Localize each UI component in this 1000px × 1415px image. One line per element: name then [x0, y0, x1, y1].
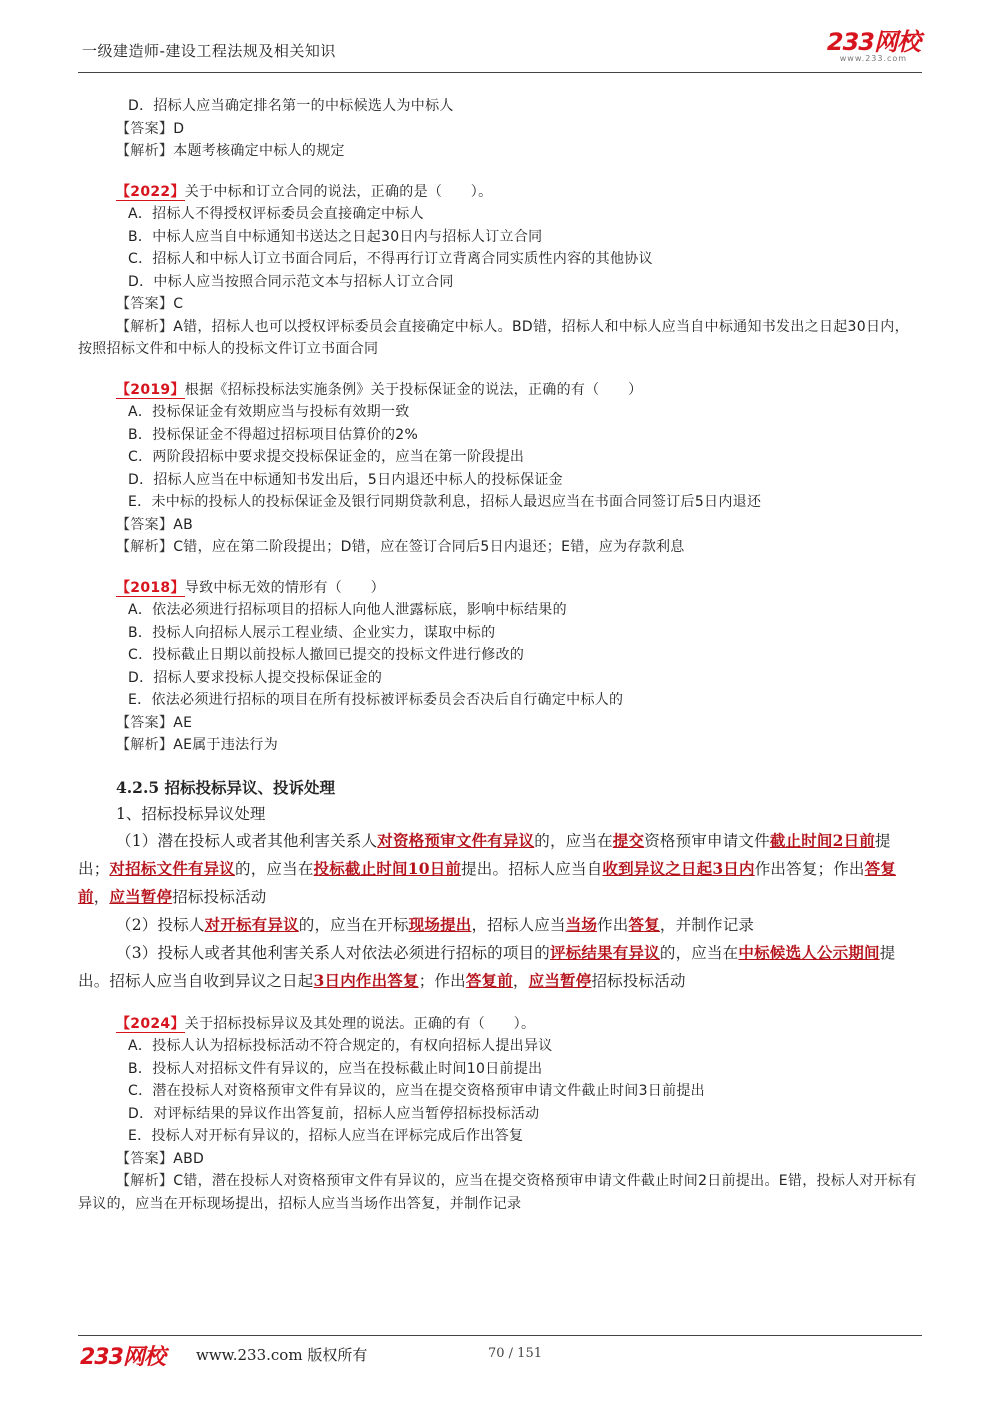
option: B．投标人对招标文件有异议的，应当在投标截止时间10日前提出 [128, 1060, 543, 1077]
paragraph-2: （2）投标人对开标有异议的，应当在开标现场提出，招标人应当当场作出答复，并制作记录 [116, 914, 755, 934]
brand-logo [827, 30, 920, 64]
option: C．潜在投标人对资格预审文件有异议的，应当在提交资格预审申请文件截止时间3日前提出 [128, 1083, 705, 1099]
analysis-label: 【解析】 [116, 737, 174, 753]
question-stem: 根据《招标投标法实施条例》关于投标保证金的说法，正确的有（ ） [184, 381, 643, 398]
option: D．对评标结果的异议作出答复前，招标人应当暂停招标投标活动 [128, 1105, 540, 1122]
question-2024 [78, 1013, 922, 1216]
year-tag: 【2019】 [116, 381, 185, 398]
question-stem: 导致中标无效的情形有（ ） [184, 579, 385, 596]
page-content [78, 95, 922, 1233]
page-number: 70 / 151 [488, 1346, 542, 1361]
answer-label: 【答案】 [116, 296, 174, 312]
option: D．招标人要求投标人提交投标保证金的 [128, 669, 383, 686]
analysis-text: C错，潜在投标人对资格预审文件有异议的，应当在提交资格预审申请文件截止时间2日前提出。E错，投标人对开标有异议的，应当在开标现场提出，招标人应当当场作出答复，并制作记录 [78, 1173, 917, 1212]
option: D．招标人应当确定排名第一的中标候选人为中标人 [128, 98, 454, 114]
highlight: 中标候选人公示期间 [738, 942, 880, 962]
highlight: 对招标文件有异议 [109, 858, 236, 878]
document-title: 一级建造师-建设工程法规及相关知识 [82, 42, 336, 60]
header-divider [78, 72, 922, 73]
section-title: 4.2.5 招标投标异议、投诉处理 [116, 777, 336, 797]
option: A．招标人不得授权评标委员会直接确定中标人 [128, 206, 424, 222]
year-tag: 【2018】 [116, 579, 185, 596]
highlight: 投标截止时间10日前 [313, 858, 462, 878]
question-2022 [78, 181, 922, 361]
highlight: 对开标有异议 [204, 914, 299, 934]
footer-logo: 233网校 [80, 1345, 165, 1370]
year-tag: 【2022】 [116, 183, 185, 200]
highlight: 应当暂停 [528, 970, 592, 990]
option: A．投标保证金有效期应当与投标有效期一致 [128, 404, 410, 420]
answer-value: AB [173, 516, 193, 533]
logo-text: 233网校 [826, 28, 920, 56]
option: B．投标人向招标人展示工程业绩、企业实力，谋取中标的 [128, 624, 496, 641]
footer-divider [78, 1335, 922, 1336]
highlight: 收到异议之日起3日内 [602, 858, 755, 878]
footer-copyright: www.233.com 版权所有 [196, 1346, 368, 1364]
analysis-text: 本题考核确定中标人的规定 [173, 143, 345, 159]
option: E．未中标的投标人的投标保证金及银行同期贷款利息，招标人最迟应当在书面合同签订后5日内退还 [128, 494, 762, 510]
answer-value: AE [173, 714, 193, 731]
answer-label: 【答案】 [116, 516, 174, 533]
year-tag: 【2024】 [116, 1015, 185, 1032]
highlight: 截止时间2日前 [769, 830, 875, 850]
analysis-text: AE属于违法行为 [173, 737, 279, 753]
highlight: 当场 [565, 914, 598, 934]
option: E．依法必须进行招标的项目在所有投标被评标委员会否决后自行确定中标人的 [128, 692, 624, 708]
section-subtitle: 1、招标投标异议处理 [116, 804, 266, 823]
answer-value: D [173, 120, 185, 137]
option: C．投标截止日期以前投标人撤回已提交的投标文件进行修改的 [128, 647, 525, 663]
analysis-label: 【解析】 [116, 539, 174, 555]
answer-value: ABD [173, 1150, 205, 1167]
option: E．投标人对开标有异议的，招标人应当在评标完成后作出答复 [128, 1128, 524, 1144]
option: A．投标人认为招标投标活动不符合规定的，有权向招标人提出异议 [128, 1038, 553, 1054]
analysis-text: C错，应在第二阶段提出；D错，应在签订合同后5日内退还；E错，应为存款利息 [173, 539, 685, 555]
analysis-label: 【解析】 [116, 1173, 174, 1189]
highlight: 答复前 [465, 970, 513, 990]
highlight: 应当暂停 [109, 886, 173, 906]
section-objection [78, 775, 922, 995]
option: C．招标人和中标人订立书面合同后，不得再行订立背离合同实质性内容的其他协议 [128, 251, 653, 267]
answer-label: 【答案】 [116, 120, 174, 137]
option: D．中标人应当按照合同示范文本与招标人订立合同 [128, 273, 454, 290]
question-2019 [78, 379, 922, 559]
question-2018 [78, 577, 922, 757]
answer-label: 【答案】 [116, 1150, 174, 1167]
highlight: 提交 [612, 830, 645, 850]
page-header [78, 30, 922, 72]
logo-url: www.233.com [839, 54, 908, 63]
highlight: 3日内作出答复 [313, 970, 419, 990]
analysis-label: 【解析】 [116, 143, 174, 159]
question-stem: 关于招标投标异议及其处理的说法。正确的有（ ）。 [184, 1015, 536, 1032]
paragraph-1: （1）潜在投标人或者其他利害关系人对资格预审文件有异议的，应当在提交资格预审申请文件截止时间2日前提出；对招标文件有异议的，应当在投标截止时间10日前提出。招标人应当自收到异议之日起3日内作出答复；作出答复前，应当暂停招标投标活动 [78, 830, 897, 906]
question-stem: 关于中标和订立合同的说法，正确的是（ ）。 [184, 183, 493, 200]
page-footer [80, 1340, 920, 1370]
highlight: 答复前 [78, 858, 897, 906]
analysis-text: A错，招标人也可以授权评标委员会直接确定中标人。BD错，招标人和中标人应当自中标通知书发出之日起30日内，按照招标文件和中标人的投标文件订立书面合同 [78, 318, 909, 357]
analysis-label: 【解析】 [116, 318, 174, 335]
highlight: 答复 [628, 914, 660, 934]
answer-label: 【答案】 [116, 714, 174, 731]
answer-value: C [173, 296, 184, 312]
option: D．招标人应当在中标通知书发出后，5日内退还中标人的投标保证金 [128, 471, 563, 488]
highlight: 评标结果有异议 [549, 942, 660, 962]
option: C．两阶段招标中要求提交投标保证金的，应当在第一阶段提出 [128, 449, 525, 465]
option: A．依法必须进行招标项目的招标人向他人泄露标底，影响中标结果的 [128, 602, 567, 618]
highlight: 现场提出 [408, 914, 472, 934]
option: B．投标保证金不得超过招标项目估算价的2% [128, 426, 419, 443]
option: B．中标人应当自中标通知书送达之日起30日内与招标人订立合同 [128, 228, 543, 245]
highlight: 对资格预审文件有异议 [377, 830, 535, 850]
paragraph-3: （3）投标人或者其他利害关系人对依法必须进行招标的项目的评标结果有异议的，应当在中标候选人公示期间提出。招标人应当自收到异议之日起3日内作出答复；作出答复前，应当暂停招标投标活动 [78, 942, 896, 990]
question-prev [78, 95, 922, 163]
